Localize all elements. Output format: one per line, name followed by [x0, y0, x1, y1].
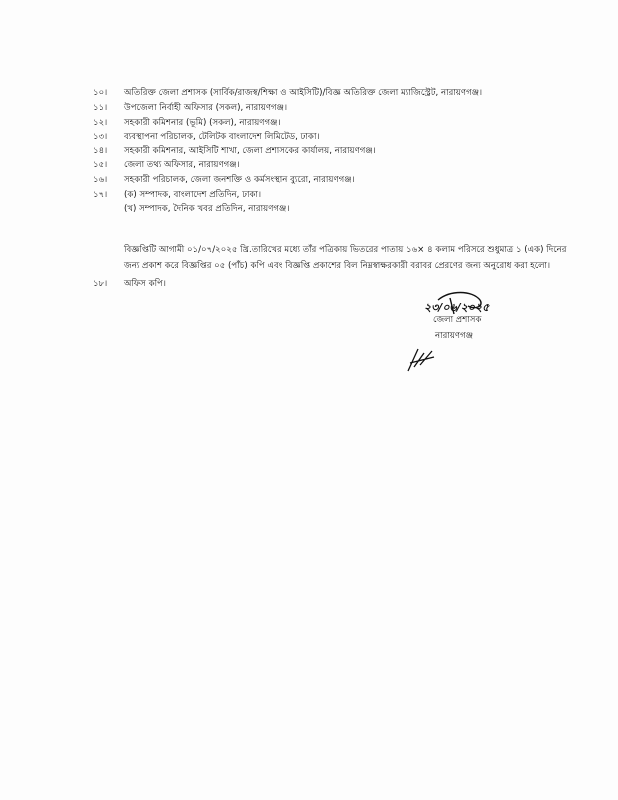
list-item-text: জেলা তথ্য অফিসার, নারায়ণগঞ্জ।	[124, 160, 240, 170]
list-item-text: সহকারী কমিশনার (ভূমি) (সকল), নারায়ণগঞ্জ।	[124, 118, 281, 128]
list-item-text: (খ) সম্পাদক, দৈনিক খবর প্রতিদিন, নারায়ণগঞ্জ।	[124, 204, 290, 214]
list-item-text: উপজেলা নির্বাহী অফিসার (সকল), নারায়ণগঞ্জ।	[124, 103, 288, 113]
list-item-text: সহকারী পরিচালক, জেলা জনশক্তি ও কর্মসংস্থান ব্যুরো, নারায়ণগঞ্জ।	[124, 175, 355, 185]
list-item-text: ব্যবস্থাপনা পরিচালক, টেলিটক বাংলাদেশ লিমিটেড, ঢাকা।	[124, 132, 320, 142]
signer-title: জেলা প্রশাসক	[433, 315, 482, 325]
list-item-text: অতিরিক্ত জেলা প্রশাসক (সার্বিক/রাজস্ব/শিক্ষা ও আইসিটি)/বিজ্ঞ অতিরিক্ত জেলা ম্যাজিস্ট্রেট, নারায়ণগঞ্জ।	[124, 88, 483, 98]
list-item-text: (ক) সম্পাদক, বাংলাদেশ প্রতিদিন, ঢাকা।	[124, 190, 262, 200]
initials-scribble	[404, 345, 438, 375]
signature-date: ২৩/০৬/২০২৫	[424, 301, 490, 314]
list-item-number: ১২।	[93, 118, 108, 128]
list-item-text: সহকারী কমিশনার, আইসিটি শাখা, জেলা প্রশাসকের কার্যালয়, নারায়ণগঞ্জ।	[124, 146, 376, 156]
publication-note: বিজ্ঞপ্তিটি আগামী ০১/০৭/২০২৫ খ্রি.তারিখের মধ্যে তাঁর পত্রিকায় ভিতরের পাতায় ১৬× ৪ কলাম পরিসরে শুধুমাত্র ১ (এক) দিনের জন্য প্রকাশ করে বিজ্ঞপ্তির ০৫ (পাঁচ) কপি এবং বিজ্ঞপ্তি প্রকাশের বিল নিম্নস্বাক্ষরকারী বরাবর প্রেরণের জন্য অনুরোধ করা হলো।	[124, 245, 567, 271]
list-item-number: ১০।	[93, 88, 108, 98]
list-item-number: ১৫।	[93, 160, 108, 170]
list-item-number: ১৬।	[93, 175, 108, 185]
list-item-text: অফিস কপি।	[124, 279, 166, 289]
signer-place: নারায়ণগঞ্জ	[435, 331, 474, 341]
list-item-number: ১৮।	[93, 279, 108, 289]
list-item-number: ১৭।	[93, 190, 108, 200]
list-item-number: ১৩।	[93, 132, 108, 142]
list-item-number: ১৪।	[93, 146, 108, 156]
list-item-number: ১১।	[93, 103, 108, 113]
